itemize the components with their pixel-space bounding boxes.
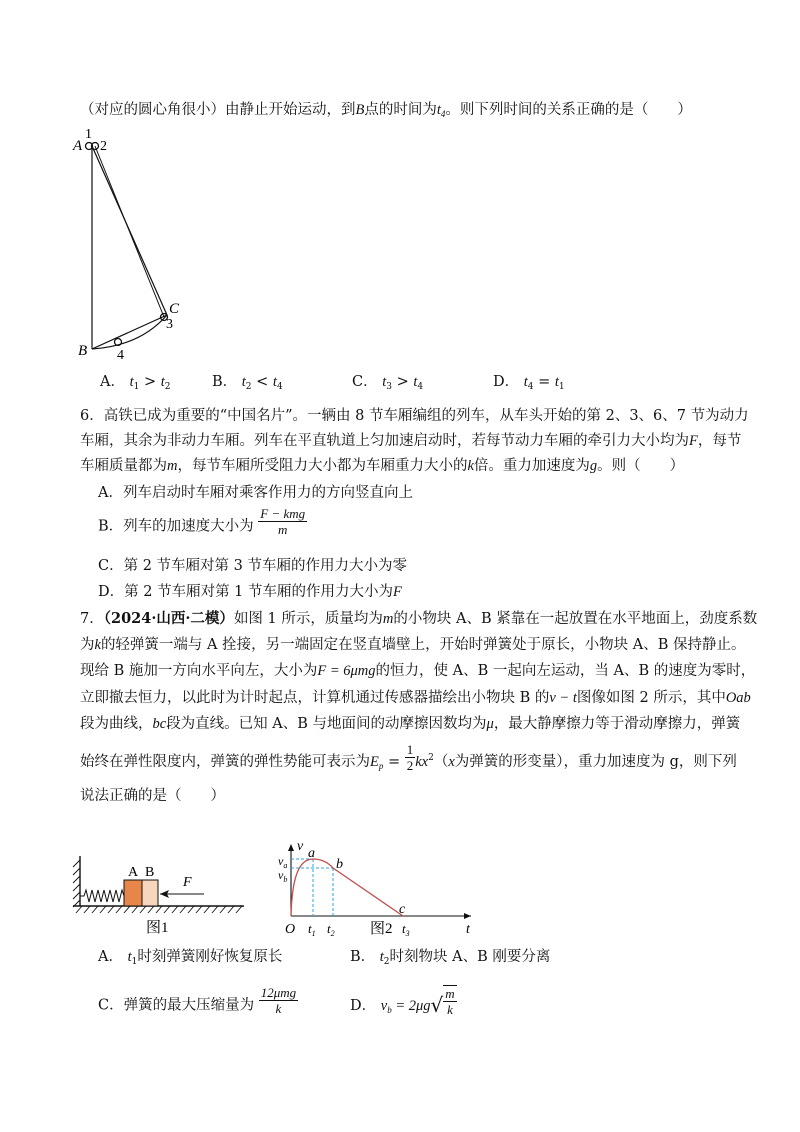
fig1-block-B — [142, 880, 158, 906]
q7-l5-a: 段为曲线， — [80, 716, 153, 732]
fig2-vb-label: $v_b$ — [278, 868, 288, 884]
q6-stem-line1: 6．高铁已成为重要的“中国名片”。一辆由 8 节车厢编组的列车，从车头开始的第 2、3、6、7 节为动力 — [80, 408, 749, 424]
fig2-t3-label: $t_3$ — [402, 921, 410, 938]
q5-option-b-op: < — [251, 374, 273, 390]
q6-line3-c: 倍。重力加速度为 — [473, 458, 590, 474]
q7-option-a-t-sub: 1 — [131, 957, 138, 967]
q5-line-BC — [92, 315, 167, 349]
q7-l3-b: 的恒力，使 A、B 一起向左运动，当 A、B 的速度为零时， — [375, 663, 756, 679]
q7-option-a-letter: A． — [98, 949, 123, 965]
fig1-label-F: F — [183, 875, 192, 890]
q7-l6-b: （ — [433, 754, 449, 770]
q7-l6-half-den: 2 — [406, 757, 414, 773]
q7-l1-a: 如图 1 所示，质量均为 — [233, 611, 383, 627]
fig1-floor-hatch — [76, 906, 242, 913]
q5-option-c-rhs-sub: 4 — [417, 382, 424, 392]
q5-option-a-op: > — [139, 374, 161, 390]
q5-option-a-rhs-sub: 2 — [164, 382, 171, 392]
q6-option-b-numerator: F − kmg — [260, 506, 306, 521]
q6-option-d-F: F — [393, 584, 402, 600]
q6-line2-F: F — [689, 433, 698, 449]
q5-intro-B: B — [355, 102, 365, 118]
q7-option-b-letter: B． — [350, 949, 376, 965]
q7-number: 7． — [80, 611, 104, 627]
q5-intro — [80, 100, 692, 124]
q7-stem-line5 — [80, 714, 740, 734]
fig2-axis-t-label: t — [466, 922, 470, 937]
q7-l1-b: 的小物块 A、B 紧靠在一起放置在水平地面上，劲度系数 — [393, 611, 758, 627]
q7-l6-half — [405, 742, 416, 773]
q7-l5-c: ，最大静摩擦力等于滑动摩擦力，弹簧 — [493, 716, 741, 732]
q7-stem-line3 — [80, 661, 755, 681]
q6-line3-d: 。则（ ） — [597, 458, 685, 474]
q5-label-B: B — [78, 343, 88, 359]
fig2-axis-v-label: v — [297, 839, 304, 854]
q7-option-a[interactable] — [98, 947, 282, 972]
fig1-spring — [80, 890, 124, 902]
q7-l1-m: m — [382, 611, 394, 627]
fig1-wall-hatch — [73, 860, 80, 907]
q7-option-d-denominator: k — [447, 1002, 453, 1017]
q7-option-c-denominator: k — [275, 1001, 282, 1016]
q6-option-b-denominator: m — [278, 522, 288, 537]
fig1-caption: 图1 — [146, 920, 169, 936]
fig1-block-A — [124, 880, 142, 906]
q7-l3-force: F = 6μmg — [317, 663, 376, 679]
q5-option-d-lhs: t — [523, 374, 528, 390]
fig2-t2-label: $t_2$ — [327, 921, 335, 938]
q7-option-a-text: 时刻弹簧刚好恢复原长 — [137, 949, 283, 965]
fig1-label-A: A — [128, 865, 139, 880]
q6-line3-k: k — [467, 458, 474, 474]
q7-l3-a: 现给 B 施加一方向水平向左，大小为 — [80, 663, 318, 679]
q7-l6-Ep: E — [370, 754, 379, 770]
q5-label-1: 1 — [85, 127, 92, 142]
q5-option-d-lhs-sub: 4 — [527, 382, 534, 392]
q5-option-d-op: = — [533, 374, 555, 390]
q5-option-a-rhs: t — [160, 374, 165, 390]
q5-option-b-rhs: t — [272, 374, 277, 390]
q7-l6-eq: = — [383, 754, 405, 770]
q7-l2-k: k — [94, 637, 101, 653]
fig2-t1-label: $t_1$ — [308, 921, 316, 938]
q7-l5-mu: μ — [486, 716, 494, 732]
q7-option-b[interactable] — [350, 947, 550, 972]
q5-intro-t4-sub: 4 — [440, 109, 446, 119]
q6-line3-m: m — [167, 458, 178, 474]
q5-intro-mid: 点的时间为 — [364, 102, 437, 118]
fig2-va-label: $v_a$ — [278, 854, 288, 870]
q5-label-3: 3 — [166, 317, 173, 332]
q5-option-a-lhs-sub: 1 — [133, 382, 140, 392]
q7-l6-x: x — [448, 754, 455, 770]
q7-l6-Ep-sub: p — [378, 761, 384, 771]
q5-option-c[interactable] — [352, 372, 423, 397]
q7-option-d-letter: D． — [350, 998, 377, 1014]
q5-intro-t4: t — [436, 102, 441, 118]
q7-option-d-numerator: m — [445, 986, 455, 1001]
q6-option-a[interactable]: A．列车启动时车厢对乘客作用力的方向竖直向上 — [98, 485, 413, 501]
fig2-point-c: c — [399, 902, 406, 917]
q7-l4-a: 立即撤去恒力，以此时为计时起点，计算机通过传感器描绘出小物块 B 的 — [80, 690, 550, 706]
q7-figure-2 — [275, 838, 485, 943]
q7-l6-kx: kx — [415, 754, 429, 770]
q5-option-b-lhs: t — [241, 374, 246, 390]
q7-option-d[interactable] — [350, 986, 457, 1020]
q7-source: （2024·山西·二模） — [103, 610, 234, 627]
q7-l6-a: 始终在弹性限度内，弹簧的弹性势能可表示为 — [80, 754, 370, 770]
q5-pendulum-figure — [70, 124, 200, 364]
fig2-dashed-guides — [291, 859, 333, 916]
fig2-point-a: a — [308, 846, 315, 861]
q7-option-b-text: 时刻物块 A、B 刚要分离 — [389, 949, 551, 965]
q5-option-b-rhs-sub: 4 — [276, 382, 283, 392]
fig2-origin-label: O — [285, 922, 296, 937]
q5-line-AC-inner — [95, 146, 164, 317]
q7-l4-b: 图像如图 2 所示，其中 — [576, 690, 726, 706]
q7-stem-line2 — [80, 635, 745, 655]
q7-l6-c: 为弹簧的形变量），重力加速度为 g，则下列 — [454, 754, 737, 770]
q5-label-2: 2 — [100, 139, 107, 154]
q7-stem-line1 — [80, 609, 757, 629]
q5-option-c-op: > — [391, 374, 414, 390]
q5-option-c-lhs: t — [382, 374, 387, 390]
fig2-caption: 图2 — [370, 921, 393, 937]
fig2-v-arrow-icon — [288, 844, 294, 851]
q5-option-d-letter: D． — [493, 374, 520, 390]
q7-option-c-numerator: 12μmg — [260, 985, 297, 1000]
q7-option-a-t: t — [127, 949, 132, 965]
q7-stem-line6 — [80, 741, 737, 776]
q6-stem-line2 — [80, 431, 741, 451]
q5-option-c-letter: C． — [352, 374, 378, 390]
q5-option-b-lhs-sub: 2 — [245, 382, 252, 392]
q7-option-b-t-sub: 2 — [383, 957, 390, 967]
q7-l5-bc: bc — [152, 716, 167, 732]
q6-option-d[interactable] — [98, 582, 402, 602]
q6-line2-a: 车厢，其余为非动力车厢。列车在平直轨道上匀加速启动时，若每节动力车厢的牵引力大小均为 — [80, 433, 689, 449]
fig2-point-b: b — [336, 857, 343, 872]
q7-option-d-v: v — [380, 998, 388, 1014]
q5-intro-text: （对应的圆心角很小）由静止开始运动，到 — [80, 102, 356, 118]
q6-line3-a: 车厢质量都为 — [80, 458, 167, 474]
q7-l6-half-num: 1 — [406, 741, 414, 757]
q6-option-b[interactable] — [98, 506, 307, 537]
q5-option-d-rhs-sub: 1 — [558, 382, 565, 392]
q5-option-a-letter: A． — [100, 374, 125, 390]
q5-option-d-rhs: t — [554, 374, 559, 390]
q7-option-d-sqrt-icon: √ — [430, 993, 444, 1017]
q7-l2-b: 的轻弹簧一端与 A 拴接，另一端固定在竖直墙壁上，开始时弹簧处于原长，小物块 A、B 保持静止。 — [100, 637, 746, 653]
q7-l6-kx-sup: 2 — [428, 753, 434, 763]
q5-label-C: C — [169, 301, 180, 317]
q7-option-b-t: t — [379, 949, 384, 965]
q7-stem-line4 — [80, 688, 751, 708]
q6-option-c[interactable]: C．第 2 节车厢对第 3 节车厢的作用力大小为零 — [98, 558, 407, 574]
fig2-t-arrow-icon — [464, 913, 471, 919]
q7-option-c[interactable] — [98, 985, 298, 1016]
q7-l4-vt: v − t — [549, 690, 577, 706]
q5-option-c-lhs-sub: 3 — [386, 382, 392, 392]
q5-option-d[interactable] — [493, 372, 565, 397]
q6-line3-b: ，每节车厢所受阻力大小都为车厢重力大小的 — [177, 458, 468, 474]
q5-option-b[interactable] — [212, 372, 283, 397]
q5-option-a-lhs: t — [129, 374, 134, 390]
q7-option-c-fraction — [259, 985, 298, 1016]
q7-option-c-text: C．弹簧的最大压缩量为 — [98, 997, 255, 1014]
q7-l5-b: 段为直线。已知 A、B 与地面间的动摩擦因数均为 — [166, 716, 487, 732]
q5-label-4: 4 — [117, 348, 124, 363]
q5-option-a[interactable] — [100, 372, 171, 397]
q7-l4-Oab: Oab — [725, 690, 751, 706]
q6-stem-line3 — [80, 456, 684, 476]
q5-option-b-letter: B． — [212, 374, 238, 390]
q7-stem-line7: 说法正确的是（ ） — [80, 788, 225, 804]
q7-option-d-eq: = 2μg — [391, 998, 431, 1014]
q6-option-b-text: B．列车的加速度大小为 — [98, 518, 254, 535]
q6-option-b-fraction — [258, 506, 307, 537]
fig1-label-B: B — [145, 865, 155, 880]
q6-line2-b: ，每节 — [697, 433, 742, 449]
q6-option-d-text: D．第 2 节车厢对第 1 节车厢的作用力大小为 — [98, 584, 394, 600]
q7-option-d-v-sub: b — [387, 1005, 392, 1015]
q6-line3-g: g — [589, 458, 598, 474]
q7-option-d-fraction — [443, 985, 456, 1017]
q7-l2-a: 为 — [80, 637, 95, 653]
q5-intro-end: 。则下列时间的关系正确的是（ ） — [445, 102, 692, 118]
q5-option-c-rhs: t — [413, 374, 418, 390]
q7-figure-1 — [68, 850, 248, 945]
q5-label-A: A — [73, 138, 83, 154]
